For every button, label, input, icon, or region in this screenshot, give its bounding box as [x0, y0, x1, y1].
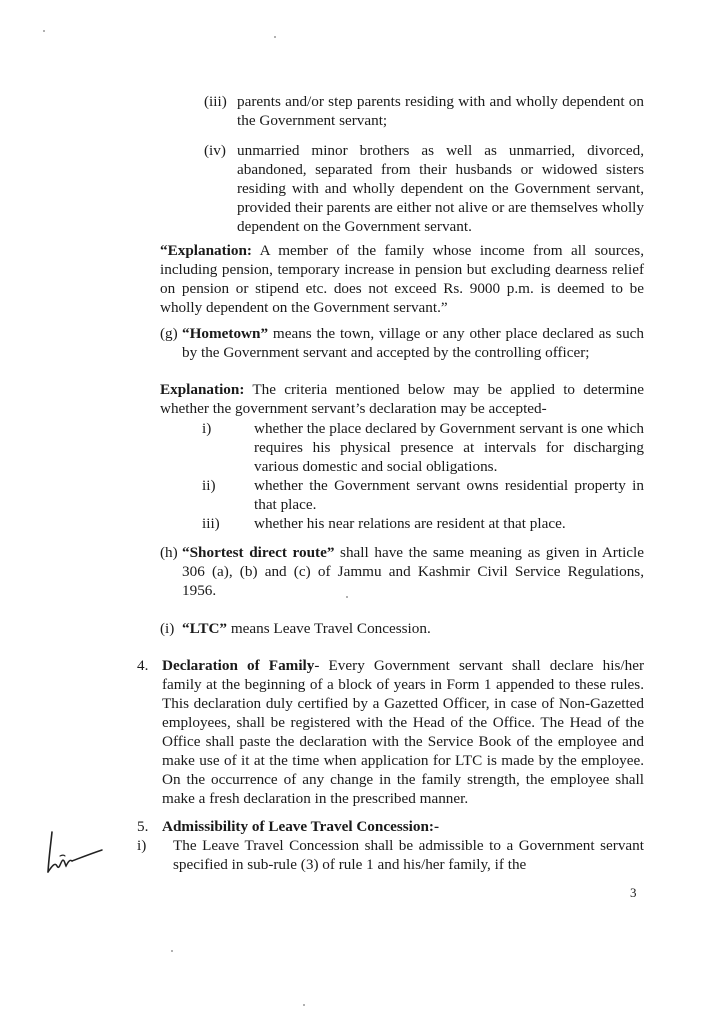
definition-hometown	[160, 324, 644, 362]
section-number: 4.	[137, 657, 149, 674]
item-label: (iv)	[204, 142, 226, 159]
section-5-admissibility	[137, 817, 644, 874]
explanation-paragraph	[160, 241, 644, 317]
explanation-criteria	[160, 380, 644, 533]
scan-speck	[43, 30, 45, 32]
term: “LTC”	[182, 620, 228, 637]
criteria-list	[160, 419, 644, 533]
item-text: parents and/or step parents residing with and wholly dependent on the Government servant;	[237, 93, 644, 129]
subsection-text: The Leave Travel Concession shall be admissible to a Government servant specified in sub-rule (3) of rule 1 and his/her family, if the	[173, 837, 644, 873]
subsection-number: i)	[137, 837, 147, 854]
section-text: - Every Government servant shall declare his/her family at the beginning of a block of years in Form 1 appended to these rules. This declaration duly certified by a Gazetted Officer, in case of Non-Gazetted employees, shall be registered with the Head of the Office. The Head of the Office shall paste the declaration with the Service Book of the employee and make use of it at the time when application for LTC is made by the employee. On the occurrence of any change in the family strength, the employee shall make a fresh declaration in the prescribed manner.	[162, 657, 644, 807]
section-heading: Declaration of Family	[162, 657, 315, 674]
subsection-item	[137, 836, 644, 874]
scan-speck	[346, 596, 348, 598]
scan-speck	[171, 950, 173, 952]
scan-speck	[274, 36, 276, 38]
term: “Shortest direct route”	[182, 544, 335, 561]
page-number: 3	[630, 885, 637, 900]
handwritten-signature	[38, 828, 108, 878]
explanation-heading: “Explanation:	[160, 242, 252, 259]
explanation-text: The criteria mentioned below may be applied to determine whether the government servant’s declaration may be accepted-	[160, 381, 644, 417]
section-number: 5.	[137, 818, 149, 835]
definition-ltc	[160, 619, 644, 638]
criteria-item: i) whether the place declared by Government servant is one which requires his physical presence at intervals for discharging various domestic and social obligations.	[202, 420, 644, 475]
term: “Hometown”	[182, 325, 269, 342]
criteria-item: ii) whether the Government servant owns residential property in that place.	[202, 477, 644, 513]
explanation-text: A member of the family whose income from all sources, including pension, temporary increase in pension but excluding dearness relief on pension or stipend etc. does not exceed Rs. 9000 p.m. is deemed to be wholly dependent on the Government servant.”	[160, 242, 644, 316]
list-item-iii	[204, 92, 644, 130]
item-label: (i)	[160, 620, 175, 637]
section-4-declaration-of-family	[137, 656, 644, 808]
scan-speck	[303, 1004, 305, 1006]
definition-shortest-route	[160, 543, 644, 600]
definition-text: means the town, village or any other place declared as such by the Government servant and accepted by the controlling officer;	[182, 325, 644, 361]
definition-text: shall have the same meaning as given in Article 306 (a), (b) and (c) of Jammu and Kashmir Civil Service Regulations, 1956.	[182, 544, 644, 599]
section-heading: Admissibility of Leave Travel Concession:-	[162, 818, 440, 835]
item-text: unmarried minor brothers as well as unmarried, divorced, abandoned, separated from their husbands or widowed sisters residing with and wholly dependent on the Government servant, provided their parents are either not alive or are themselves wholly dependent on the Government servant.	[237, 142, 644, 235]
item-label: (h)	[160, 544, 178, 561]
item-label: (iii)	[204, 93, 227, 110]
criteria-item: iii) whether his near relations are resident at that place.	[202, 515, 566, 532]
list-item-iv	[204, 141, 644, 236]
item-label: (g)	[160, 325, 178, 342]
explanation-heading: Explanation:	[160, 381, 245, 398]
definition-text: means Leave Travel Concession.	[227, 620, 431, 637]
